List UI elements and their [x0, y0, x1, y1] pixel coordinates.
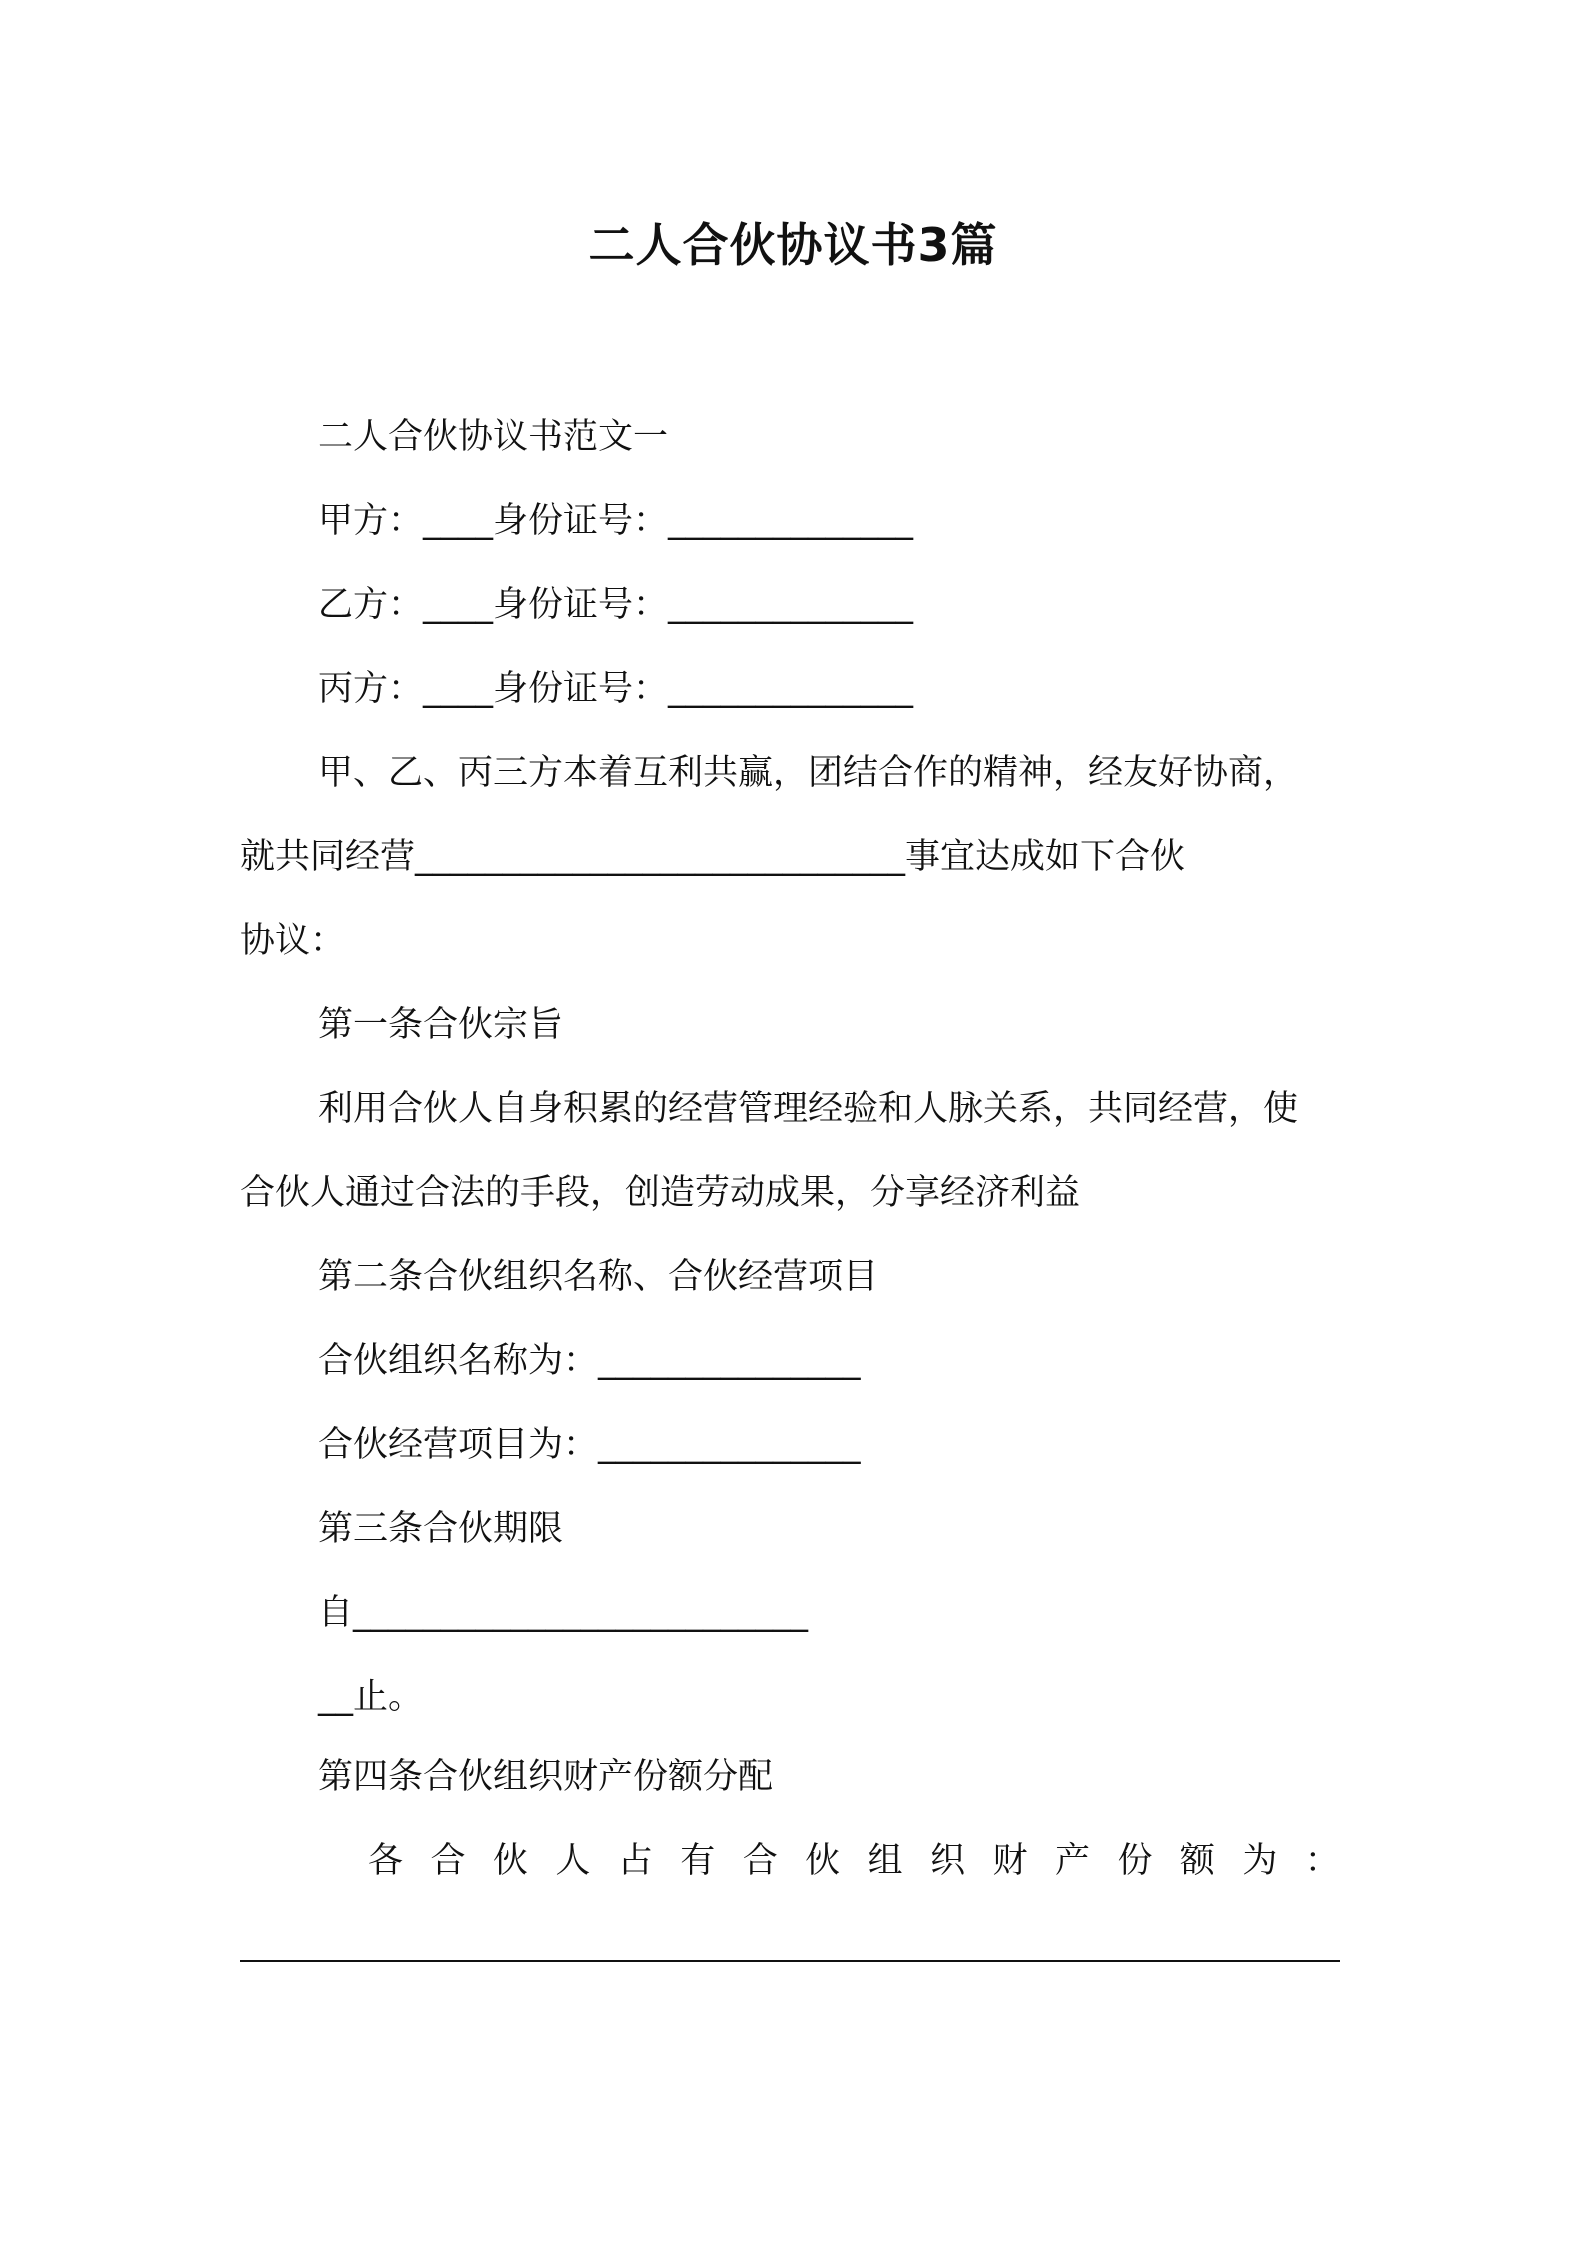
- article-heading: 第四条合伙组织财产份额分配: [318, 1757, 774, 1797]
- char: 额: [1179, 1841, 1215, 1881]
- article-heading: 第一条合伙宗旨: [318, 1005, 564, 1045]
- char: 财: [992, 1841, 1028, 1881]
- char: 产: [1054, 1841, 1090, 1881]
- paragraph-line: 合伙经营项目为：_______________: [318, 1425, 861, 1465]
- paragraph-line: 就共同经营____________________________事宜达成如下合伙: [240, 837, 1186, 877]
- party-b-line: 乙方：____身份证号：______________: [318, 585, 914, 625]
- article-heading: 第三条合伙期限: [318, 1509, 564, 1549]
- char: 组: [867, 1841, 903, 1881]
- char: 占: [617, 1841, 653, 1881]
- paragraph-line: 甲、乙、丙三方本着互利共赢，团结合作的精神，经友好协商，: [318, 753, 1299, 793]
- article-heading: 第二条合伙组织名称、合伙经营项目: [318, 1257, 879, 1297]
- document-title: 二人合伙协议书3篇: [588, 218, 998, 272]
- char: 人: [555, 1841, 591, 1881]
- char: 份: [1117, 1841, 1153, 1881]
- char: 为: [1242, 1841, 1278, 1881]
- char: 伙: [492, 1841, 528, 1881]
- paragraph-line: 合伙组织名称为：_______________: [318, 1341, 861, 1381]
- char: 合: [742, 1841, 778, 1881]
- paragraph-line: 合伙人通过合法的手段，创造劳动成果，分享经济利益: [240, 1173, 1081, 1213]
- char: 伙: [805, 1841, 841, 1881]
- char: 各: [368, 1841, 404, 1881]
- blank-fill-line: [240, 1960, 1340, 1962]
- char: ：: [1304, 1841, 1340, 1881]
- paragraph-line: __止。: [318, 1677, 424, 1717]
- char: 合: [430, 1841, 466, 1881]
- party-c-line: 丙方：____身份证号：______________: [318, 669, 914, 709]
- section-heading: 二人合伙协议书范文一: [318, 417, 669, 457]
- justified-line: [368, 1836, 1340, 1886]
- char: 有: [680, 1841, 716, 1881]
- paragraph-line: 自__________________________: [318, 1593, 809, 1633]
- char: 织: [930, 1841, 966, 1881]
- party-a-line: 甲方：____身份证号：______________: [318, 501, 914, 541]
- paragraph-line: 利用合伙人自身积累的经营管理经验和人脉关系，共同经营，使: [318, 1089, 1299, 1129]
- paragraph-line: 协议：: [240, 921, 346, 961]
